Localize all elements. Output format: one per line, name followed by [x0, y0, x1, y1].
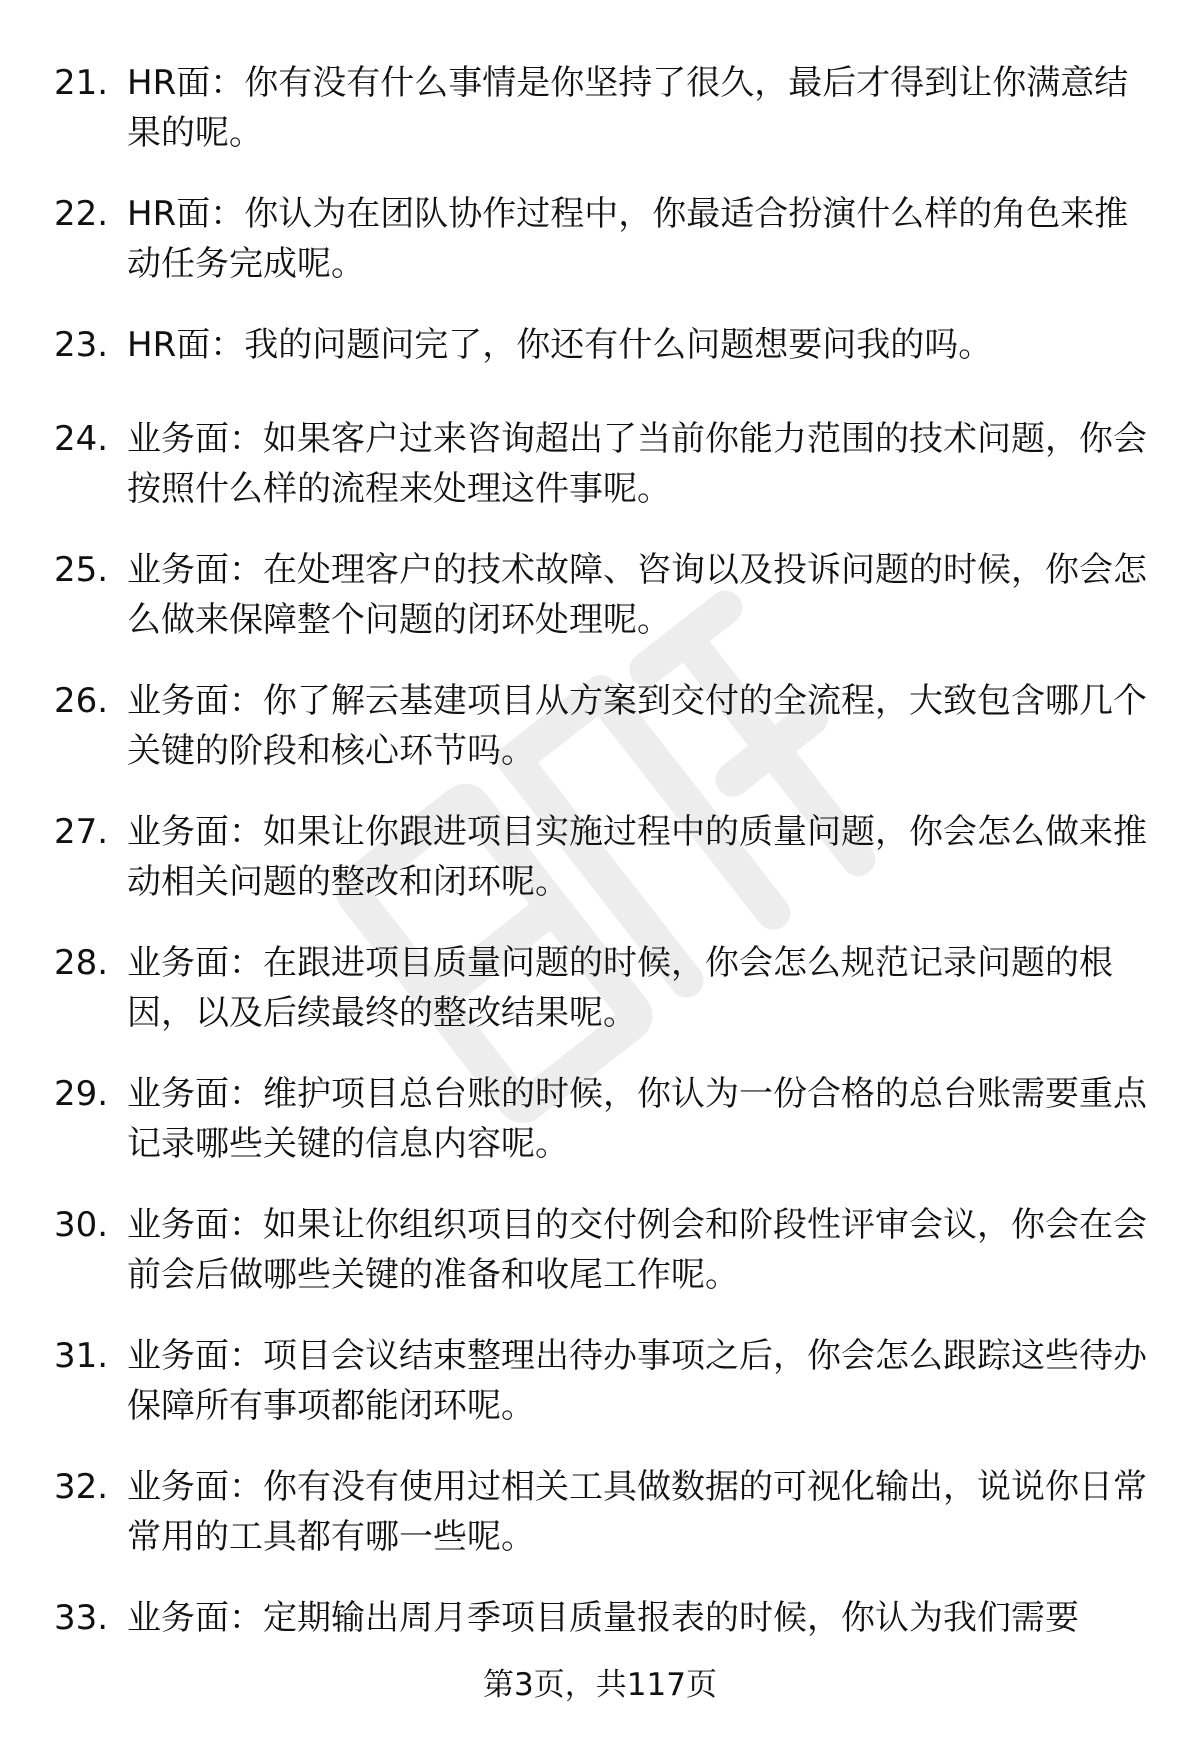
question-list: [0, 58, 1200, 1653]
question-item: [0, 414, 1200, 545]
question-item: [0, 807, 1200, 938]
question-number: 25.: [54, 550, 109, 590]
question-number: 22.: [54, 194, 109, 234]
question-text: 业务面：你了解云基建项目从方案到交付的全流程，大致包含哪几个关键的阶段和核心环节吗。: [127, 681, 1147, 771]
question-number: 30.: [54, 1205, 109, 1245]
question-item: [0, 1200, 1200, 1331]
question-text: HR面：你有没有什么事情是你坚持了很久，最后才得到让你满意结果的呢。: [127, 63, 1129, 153]
question-number: 26.: [54, 681, 109, 721]
page-footer: 第3页，共117页: [483, 1667, 717, 1703]
question-number: 28.: [54, 943, 109, 983]
question-item: [0, 676, 1200, 807]
question-item: [0, 320, 1200, 414]
question-item: [0, 1462, 1200, 1593]
question-number: 31.: [54, 1336, 109, 1376]
question-text: HR面：我的问题问完了，你还有什么问题想要问我的吗。: [127, 325, 993, 365]
question-item: [0, 189, 1200, 320]
question-number: 23.: [54, 325, 109, 365]
question-item: [0, 1069, 1200, 1200]
question-number: 24.: [54, 419, 109, 459]
question-text: 业务面：定期输出周月季项目质量报表的时候，你认为我们需要: [127, 1598, 1079, 1638]
question-item: [0, 1331, 1200, 1462]
question-text: 业务面：在跟进项目质量问题的时候，你会怎么规范记录问题的根因，以及后续最终的整改结果呢。: [127, 943, 1113, 1033]
question-number: 33.: [54, 1598, 109, 1638]
question-text: 业务面：项目会议结束整理出待办事项之后，你会怎么跟踪这些待办保障所有事项都能闭环呢。: [127, 1336, 1147, 1426]
question-item: [0, 938, 1200, 1069]
question-number: 27.: [54, 812, 109, 852]
question-item: [0, 58, 1200, 189]
question-item: [0, 1593, 1200, 1653]
question-number: 32.: [54, 1467, 109, 1507]
question-text: 业务面：如果客户过来咨询超出了当前你能力范围的技术问题，你会按照什么样的流程来处理这件事呢。: [127, 419, 1147, 509]
question-item: [0, 545, 1200, 676]
question-text: 业务面：维护项目总台账的时候，你认为一份合格的总台账需要重点记录哪些关键的信息内容呢。: [127, 1074, 1147, 1164]
question-text: 业务面：如果让你跟进项目实施过程中的质量问题，你会怎么做来推动相关问题的整改和闭环呢。: [127, 812, 1147, 902]
question-number: 29.: [54, 1074, 109, 1114]
question-text: 业务面：如果让你组织项目的交付例会和阶段性评审会议，你会在会前会后做哪些关键的准备和收尾工作呢。: [127, 1205, 1147, 1295]
question-text: 业务面：你有没有使用过相关工具做数据的可视化输出，说说你日常常用的工具都有哪一些呢。: [127, 1467, 1147, 1557]
question-text: HR面：你认为在团队协作过程中，你最适合扮演什么样的角色来推动任务完成呢。: [127, 194, 1129, 284]
question-text: 业务面：在处理客户的技术故障、咨询以及投诉问题的时候，你会怎么做来保障整个问题的闭环处理呢。: [127, 550, 1147, 640]
question-number: 21.: [54, 63, 109, 103]
